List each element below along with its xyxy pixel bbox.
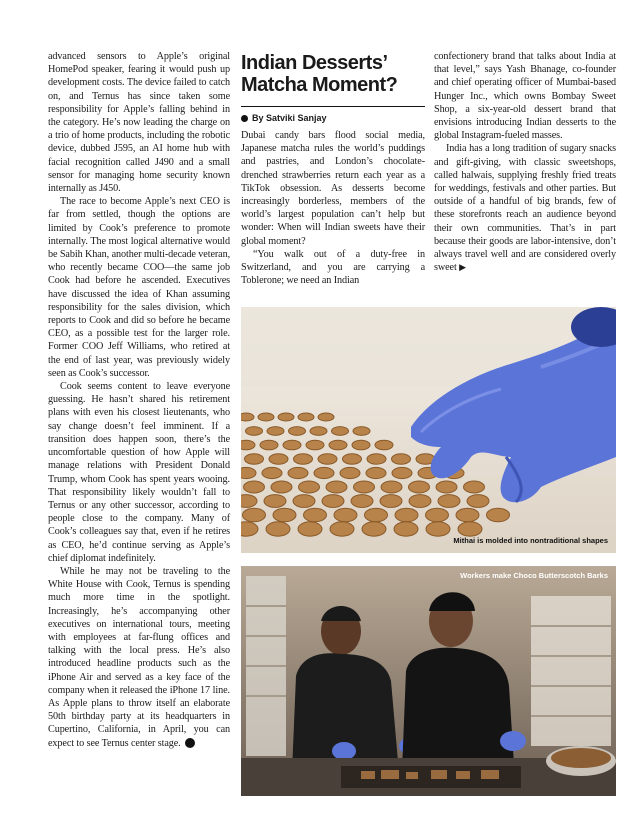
sweet-piece <box>343 454 362 464</box>
sweet-piece <box>340 467 360 478</box>
sweet-piece <box>293 495 315 508</box>
middle-column <box>241 50 425 287</box>
sweet-piece <box>351 495 373 508</box>
sweet-piece <box>365 508 388 522</box>
sweet-piece <box>353 427 370 436</box>
sweet-piece <box>330 522 354 536</box>
sweet-piece <box>304 508 327 522</box>
sweet-piece <box>456 508 479 522</box>
sweet-piece <box>241 440 255 450</box>
right-column <box>434 50 616 274</box>
sweet-piece <box>436 481 457 493</box>
sweet-piece <box>362 522 386 536</box>
sweet-piece <box>267 427 284 436</box>
sweet-piece <box>283 440 301 450</box>
mid-paragraph-2: “You walk out of a duty-free in Switzerland, and you are carrying a Toblerone; we need an Indian <box>241 248 425 287</box>
sweet-piece <box>245 454 264 464</box>
byline <box>241 113 425 123</box>
sweet-piece <box>487 508 510 522</box>
sweet-piece <box>395 508 418 522</box>
mithai-illustration <box>241 307 616 553</box>
sweet-piece <box>241 495 257 508</box>
sweet-piece <box>269 454 288 464</box>
sweet-piece <box>318 413 334 421</box>
sweet-piece <box>243 508 266 522</box>
sweet-piece <box>246 427 263 436</box>
sweet-piece <box>438 495 460 508</box>
photo-workers <box>241 566 616 796</box>
sweet-piece <box>354 481 375 493</box>
sweet-piece <box>241 413 254 421</box>
sweet-piece <box>322 495 344 508</box>
left-paragraph-4 <box>48 565 230 750</box>
sweet-piece <box>264 495 286 508</box>
sweet-piece <box>381 481 402 493</box>
sweet-piece <box>352 440 370 450</box>
sweet-piece <box>367 454 386 464</box>
sweet-piece <box>318 454 337 464</box>
sweet-piece <box>306 440 324 450</box>
sweet-piece <box>458 522 482 536</box>
sweet-piece <box>294 454 313 464</box>
sweet-piece <box>244 481 265 493</box>
sweet-piece <box>241 522 258 536</box>
sweet-piece <box>298 522 322 536</box>
sweet-piece <box>271 481 292 493</box>
sweet-piece <box>392 454 411 464</box>
sweet-piece <box>426 522 450 536</box>
sweet-piece <box>241 467 256 478</box>
right-paragraph-1: confectionery brand that talks about India at that level,” says Yash Bhanage, co-founder and chief operating officer of Mumbai-based Hunger Inc., which owns Bombay Sweet Shop, a six-year-old dessert brand that envisions introducing Indian desserts to the global Instagram-fueled masses. <box>434 51 616 142</box>
left-paragraph-1: advanced sensors to Apple’s original HomePod speaker, fearing it would push up development costs. The device failed to catch on, and Ternus has since taken some responsibility for Apple’s falling behind in the category. He’s now leading the charge on a trio of home products, including the robotic device, dubbed J595, an AI home hub with facial recognition called J490 and a small sensor for managing home security known internally as J450. <box>48 51 230 195</box>
photo-workers-caption: Workers make Choco Butterscotch Barks <box>460 571 608 580</box>
sweet-piece <box>262 467 282 478</box>
sweet-piece <box>288 467 308 478</box>
left-paragraph-3: Cook seems content to leave everyone guessing. He hasn’t shared his retirement plans with even his closest lieutenants, who say change doesn’t feel imminent. If a transition does happen soon, there’s the uncomfortable question of how Apple will manage relations with President Donald Trump, whom Cook has spent years wooing. That responsibility likely wouldn’t fall to Ternus or any other successor, according to people close to the company. Many of Cook’s colleagues say that, even if he retires as CEO, he’d continue serving as Apple’s chief diplomat indefinitely. <box>48 381 230 564</box>
end-mark-icon: B <box>185 738 195 748</box>
article-headline: Indian Desserts’ Matcha Moment? <box>241 52 398 96</box>
sweet-piece <box>278 413 294 421</box>
left-paragraph-4-text: While he may not be traveling to the White House with Cook, Ternus is spending much more time in the spotlight. Increasingly, he’s accompanying other executives on international tours, meeting with employees at far-flung offices and talking with the local press. He’s also introduced headline products such as the iPhone Air and served as a key face of the company when it released the iPhone 17 line. As Apple plans to throw itself an elaborate 50th birthday party at its headquarters in Cupertino, California, in April, you can expect to see Ternus center stage. <box>48 565 230 749</box>
sweet-piece <box>273 508 296 522</box>
headline-rule <box>241 106 425 107</box>
sweet-piece <box>266 522 290 536</box>
sweet-piece <box>260 440 278 450</box>
sweet-piece <box>289 427 306 436</box>
sweet-piece <box>392 467 412 478</box>
sweet-piece <box>409 495 431 508</box>
photo-mithai <box>241 307 616 553</box>
sweet-piece <box>334 508 357 522</box>
sweet-piece <box>394 522 418 536</box>
right-paragraph-2-text: India has a long tradition of sugary snacks and gift-giving, with classic sweetshops, called halwais, supplying freshly fried treats for weddings, festivals and other parties. But outside of a handful of big brands, few of these storefronts reach an audience beyond their own communities. That’s in part because their goods are labor-intensive, don’t always travel well and are considered overly sweet <box>434 143 616 274</box>
left-paragraph-2: The race to become Apple’s next CEO is far from settled, though the options are limited by Cook’s preference to promote internally. The most logical alternative would be Sabih Khan, another multi-decade veteran, who recently became COO—the same job Cook had before he ascended. Executives have discussed the idea of Khan assuming responsibility for the sales division, which reports to Cook and did so before he became CEO, as a possible test for the larger role. Former COO Jeff Williams, who retired at the end of last year, was previously widely seen as Cook’s successor. <box>48 196 231 379</box>
mid-paragraph-1: Dubai candy bars flood social media, Japanese matcha rules the world’s puddings and pastries, and London’s chocolate-drenched strawberries return each year as a TikTok obsession. As desserts become increasingly borderless, members of the world’s largest population can’t help but wonder: When will Indian sweets have their global moment? <box>241 130 425 247</box>
sweet-piece <box>329 440 347 450</box>
sweet-piece <box>258 413 274 421</box>
sweet-piece <box>380 495 402 508</box>
workers-illustration <box>241 566 616 796</box>
sweet-piece <box>464 481 485 493</box>
continue-arrow-icon: ▶ <box>459 262 466 273</box>
sweet-piece <box>314 467 334 478</box>
byline-text: By Satviki Sanjay <box>252 113 327 123</box>
sweet-piece <box>375 440 393 450</box>
byline-bullet-icon <box>241 115 248 122</box>
left-column <box>48 50 230 750</box>
sweet-piece <box>366 467 386 478</box>
sweet-piece <box>298 413 314 421</box>
sweet-piece <box>426 508 449 522</box>
sweet-piece <box>332 427 349 436</box>
sweet-piece <box>467 495 489 508</box>
sweet-piece <box>310 427 327 436</box>
photo-mithai-caption: Mithai is molded into nontraditional shapes <box>453 536 608 545</box>
sweet-piece <box>326 481 347 493</box>
sweet-piece <box>299 481 320 493</box>
sweet-piece <box>409 481 430 493</box>
right-paragraph-2 <box>434 142 616 274</box>
